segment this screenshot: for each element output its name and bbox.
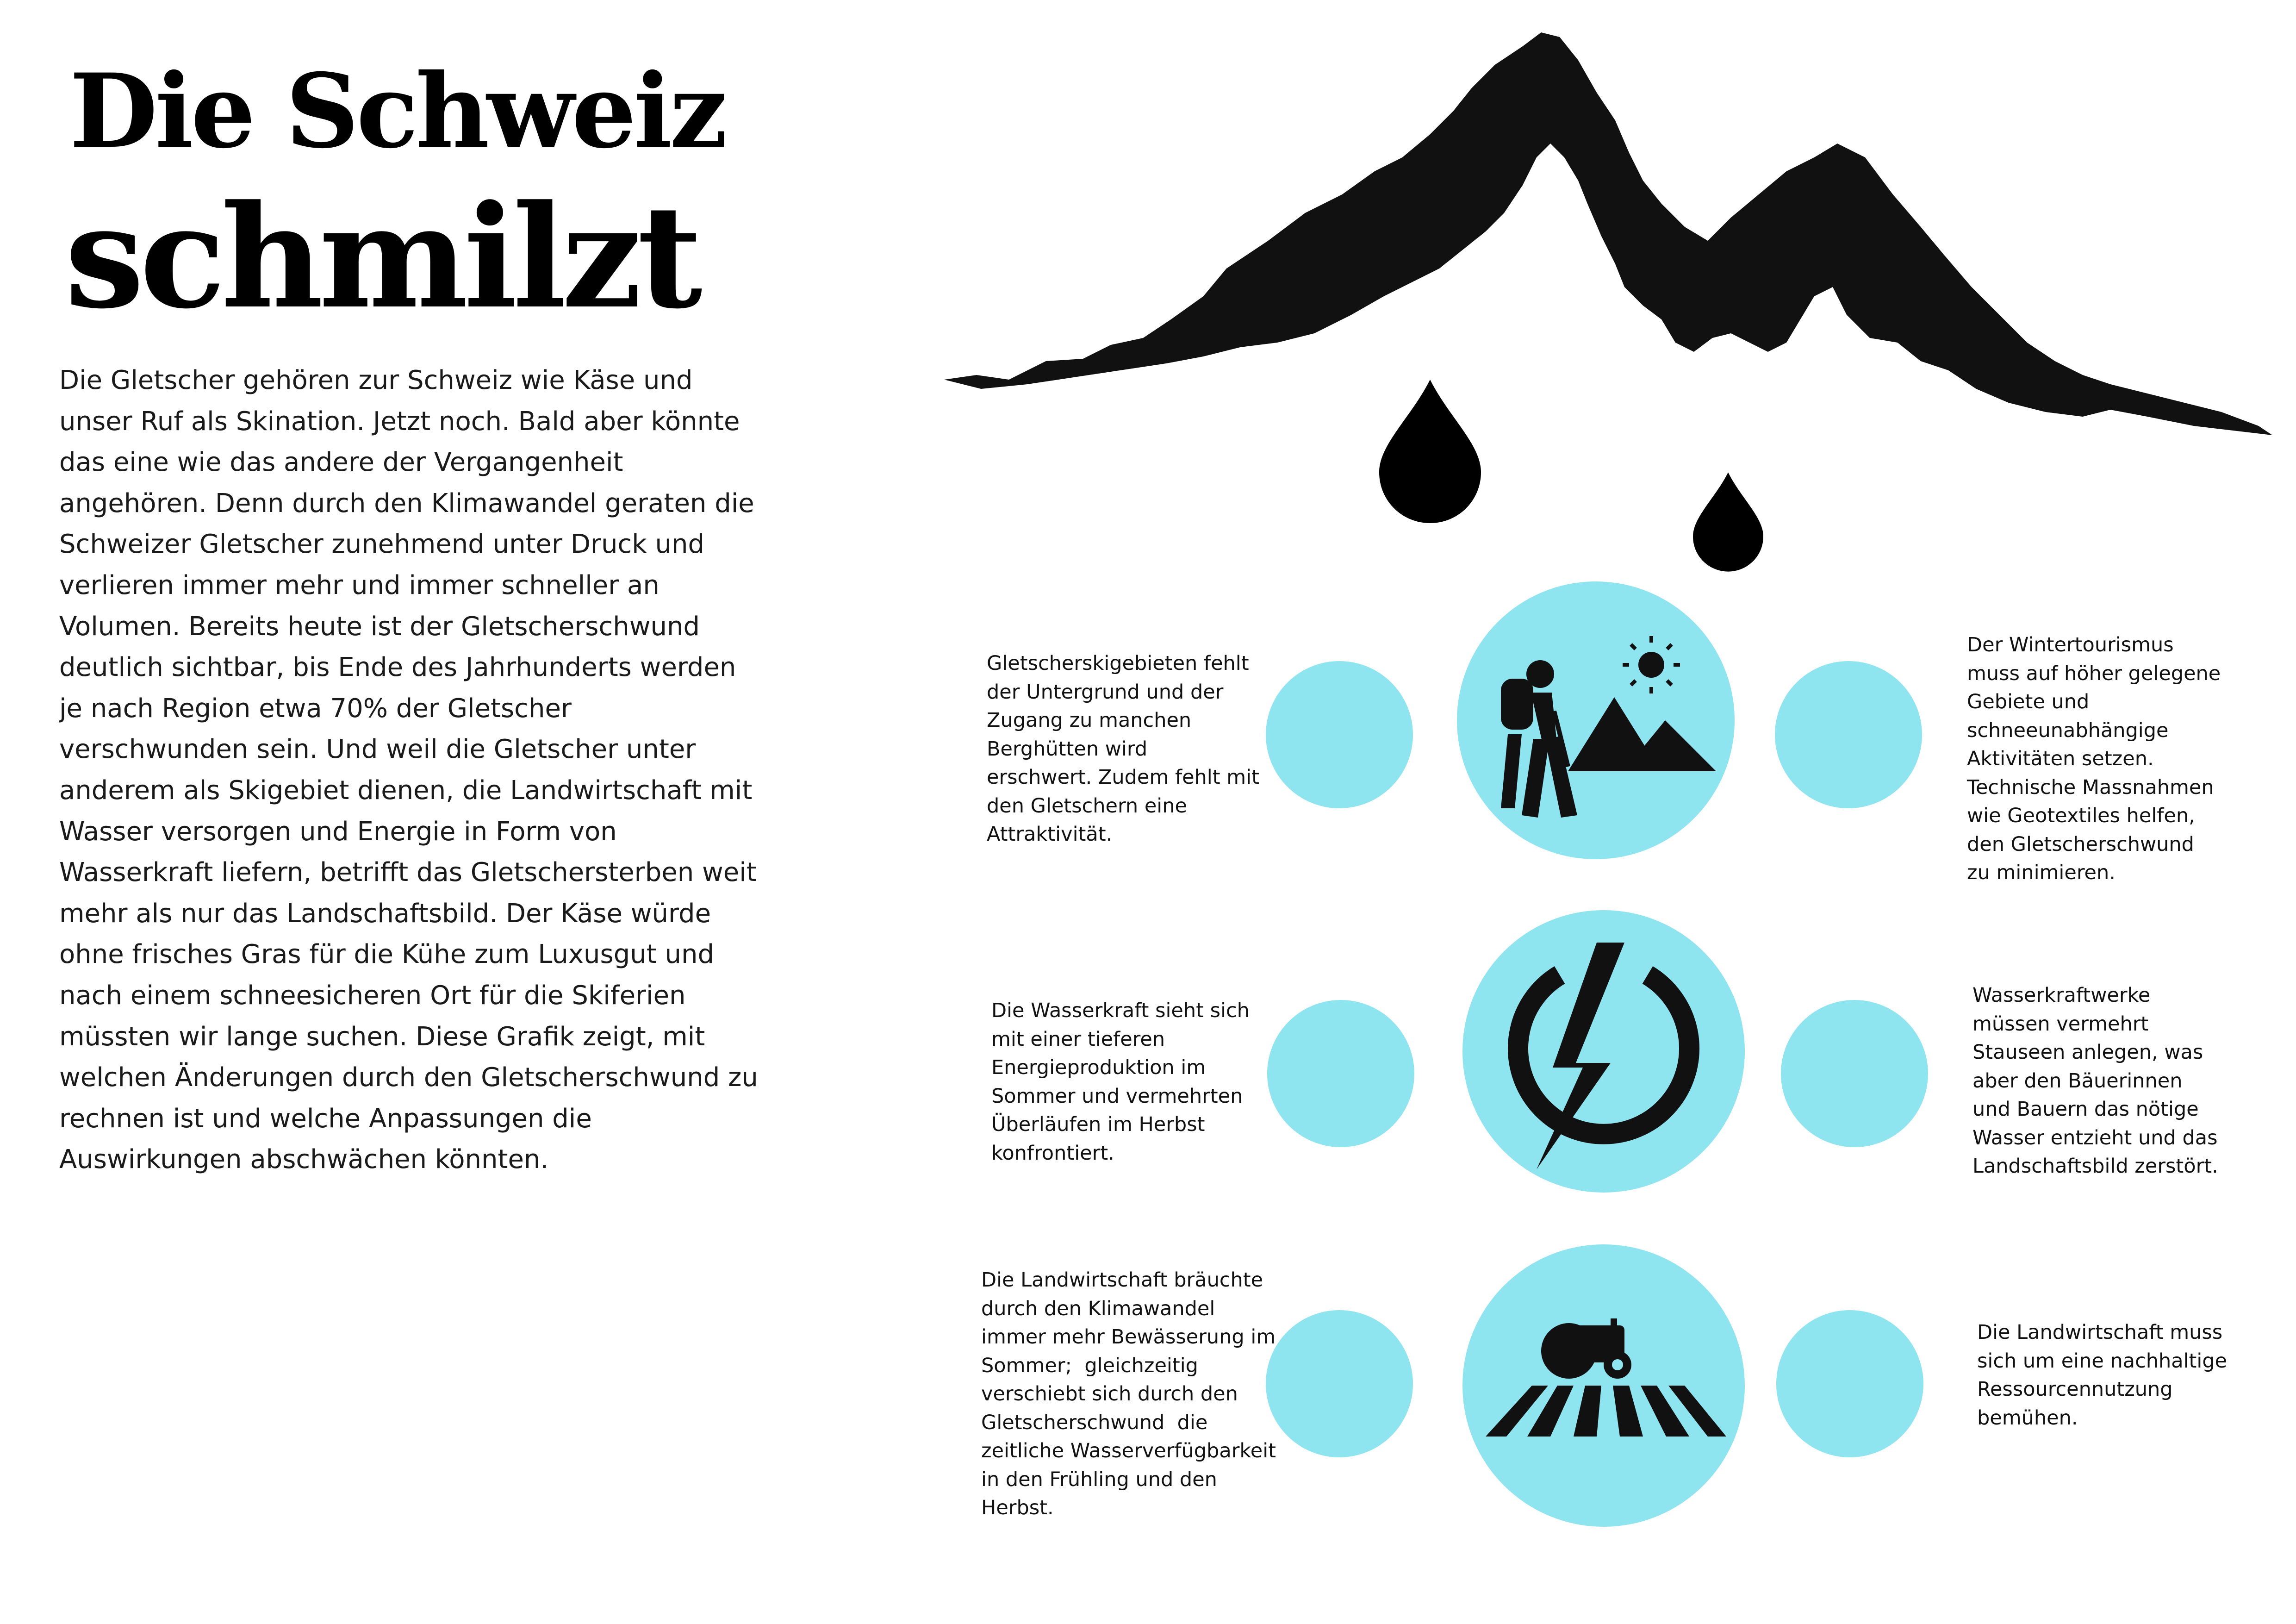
agriculture-impact-text: Die Landwirtschaft bräuchte durch den Klimawandel immer mehr Bewässerung im Sommer; gleichzeitig verschiebt sich durch den Gletscherschwund die zeitliche Wasserverfügbarkeit in den Frühling und den Herbst. [981, 1268, 1276, 1519]
water-drop-icon [1379, 380, 1481, 523]
impact-marker [1267, 1000, 1414, 1147]
tractor-field-icon [1462, 1244, 1745, 1527]
energy-circle [1462, 910, 1745, 1193]
impact-marker [1266, 661, 1413, 808]
agriculture-circle [1462, 1244, 1745, 1527]
adaptation-marker [1776, 1310, 1923, 1457]
impact-marker [1266, 1310, 1413, 1457]
page-title-line-2: schmilzt [65, 174, 698, 340]
energy-impact-text: Die Wasserkraft sieht sich mit einer tieferen Energieproduktion im Sommer und vermehrten Überläufen im Herbst konfrontiert. [991, 999, 1250, 1165]
adaptation-marker [1775, 661, 1922, 808]
page-title-line-1: Die Schweiz [69, 51, 725, 171]
hiker-mountains-icon [1457, 581, 1735, 859]
lightning-power-icon [1462, 910, 1745, 1193]
adaptation-marker [1781, 1000, 1928, 1147]
tourism-adaptation-text: Der Wintertourismus muss auf höher gelegene Gebiete und schneeunabhängige Aktivitäten setzen. Technische Massnahmen wie Geotextiles helfen, den Gletscherschwund zu minimieren. [1967, 633, 2221, 884]
water-drop-icon [1693, 472, 1763, 572]
energy-adaptation-text: Wasserkraftwerke müssen vermehrt Stauseen anlegen, was aber den Bäuerinnen und Bauern das nötige Wasser entzieht und das Landschaftsbild zerstört. [1972, 984, 2218, 1178]
mountain-icon [944, 19, 2277, 449]
intro-paragraph: Die Gletscher gehören zur Schweiz wie Käse und unser Ruf als Skination. Jetzt noch. Bald aber könnte das eine wie das andere der Vergangenheit angehören. Denn durch den Klimawandel geraten die Schweizer Gletscher zunehmend unter Druck und verlieren immer mehr und immer schneller an Volumen. Bereits heute ist der Gletscherschwund deutlich sichtbar, bis Ende des Jahrhunderts werden je nach Region etwa 70% der Gletscher verschwunden sein. Und weil die Gletscher unter anderem als Skigebiet dienen, die Landwirtschaft mit Wasser versorgen und Energie in Form von Wasserkraft liefern, betrifft das Gletschersterben weit mehr als nur das Landschaftsbild. Der Käse würde ohne frisches Gras für die Kühe zum Luxusgut und nach einem schneesicheren Ort für die Skiferien müssten wir lange suchen. Diese Grafik zeigt, mit welchen Änderungen durch den Gletscherschwund zu rechnen ist und welche Anpassungen die Auswirkungen abschwächen könnten. [59, 365, 758, 1175]
agriculture-adaptation-text: Die Landwirtschaft muss sich um eine nachhaltige Ressourcennutzung bemühen. [1977, 1321, 2228, 1430]
tourism-impact-text: Gletscherskigebieten fehlt der Untergrund und der Zugang zu manchen Berghütten wird erschwert. Zudem fehlt mit den Gletschern eine Attraktivität. [987, 652, 1259, 846]
tourism-circle [1457, 581, 1735, 859]
